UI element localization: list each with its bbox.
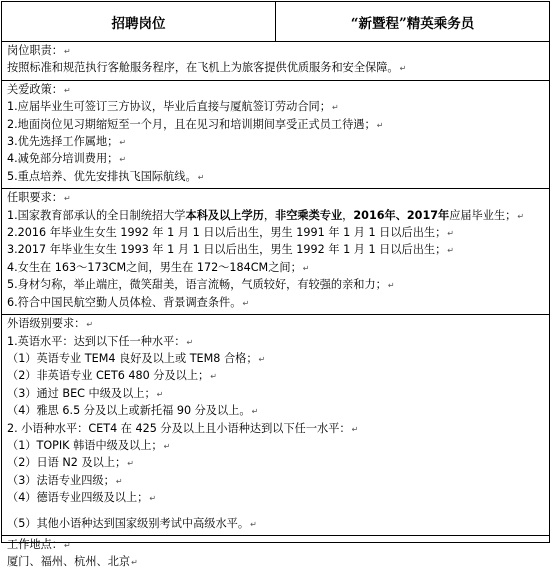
duties-section: [2, 42, 549, 81]
duties-title: 岗位职责：↵: [7, 44, 71, 57]
requirement-item-education: 1.国家教育部承认的全日制统招大学本科及以上学历，非空乘类专业，2016年、2017年应届毕业生；↵: [7, 208, 525, 222]
policy-item: 4.减免部分培训费用；↵: [7, 152, 127, 166]
blank-line: [7, 508, 545, 516]
language-item: （2）非英语专业 CET6 480 分及以上；↵: [7, 369, 217, 383]
location-value: 厦门、福州、杭州、北京↵: [7, 555, 138, 569]
policy-section: [2, 81, 549, 189]
header-position-value: “新暨程”精英乘务员: [350, 15, 475, 32]
language-item: （2）日语 N2 及以上；↵: [7, 456, 134, 470]
duties-line: 按照标准和规范执行客舱服务程序，在飞机上为旅客提供优质服务和安全保障。↵: [7, 61, 407, 75]
language-item: （3）法语专业四级；↵: [7, 473, 123, 487]
policy-title: 关爱政策：↵: [7, 82, 71, 96]
policy-item: 2.地面岗位见习期缩短至一个月，且在见习和培训期间享受正式员工待遇；↵: [7, 117, 384, 131]
policy-item: 5.重点培养、优先安排执飞国际航线。↵: [7, 169, 205, 183]
requirements-section: [2, 189, 549, 315]
language-item: （1）TOPIK 韩语中级及以上；↵: [7, 438, 171, 452]
language-item: 1.英语水平：达到以下任一种水平：↵: [7, 334, 194, 348]
policy-item: 3.优先选择工作属地；↵: [7, 135, 127, 149]
header-row: [2, 2, 549, 42]
requirements-title: 任职要求：↵: [7, 191, 71, 205]
requirement-item: 5.身材匀称，举止端庄，微笑甜美，语言流畅，气质较好，有较强的亲和力；↵: [7, 278, 395, 292]
language-title: 外语级别要求：↵: [7, 317, 94, 331]
language-item: （4）雅思 6.5 分及以上或新托福 90 分及以上。↵: [7, 404, 259, 418]
language-item: （3）通过 BEC 中级及以上；↵: [7, 386, 164, 400]
language-item: （5）其他小语种达到国家级别考试中高级水平。↵: [7, 516, 257, 530]
policy-item: 1.应届毕业生可签订三方协议，毕业后直接与厦航签订劳动合同；↵: [7, 100, 339, 114]
recruitment-table: [1, 1, 550, 569]
requirement-item: 4.女生在 163～173CM之间，男生在 172～184CM之间；↵: [7, 260, 310, 274]
requirement-item: 6.符合中国民航空勤人员体检、背景调查条件。↵: [7, 295, 250, 309]
header-position-label: 招聘岗位: [2, 2, 276, 41]
location-title: 工作地点：↵: [7, 537, 71, 551]
requirement-item: 3.2017 年毕业生女生 1993 年 1 月 1 日以后出生，男生 1992 年 1 月 1 日以后出生；↵: [7, 243, 454, 257]
language-section: [2, 315, 549, 536]
language-item: （1）英语专业 TEM4 良好及以上或 TEM8 合格；↵: [7, 351, 266, 365]
requirement-item: 2.2016 年毕业生女生 1992 年 1 月 1 日以后出生，男生 1991 年 1 月 1 日以后出生；↵: [7, 226, 454, 240]
location-section: [2, 536, 549, 574]
language-item: （4）德语专业四级及以上；↵: [7, 491, 157, 505]
language-item: 2. 小语种水平：CET4 在 425 分及以上且小语种达到以下任一水平：↵: [7, 421, 359, 435]
